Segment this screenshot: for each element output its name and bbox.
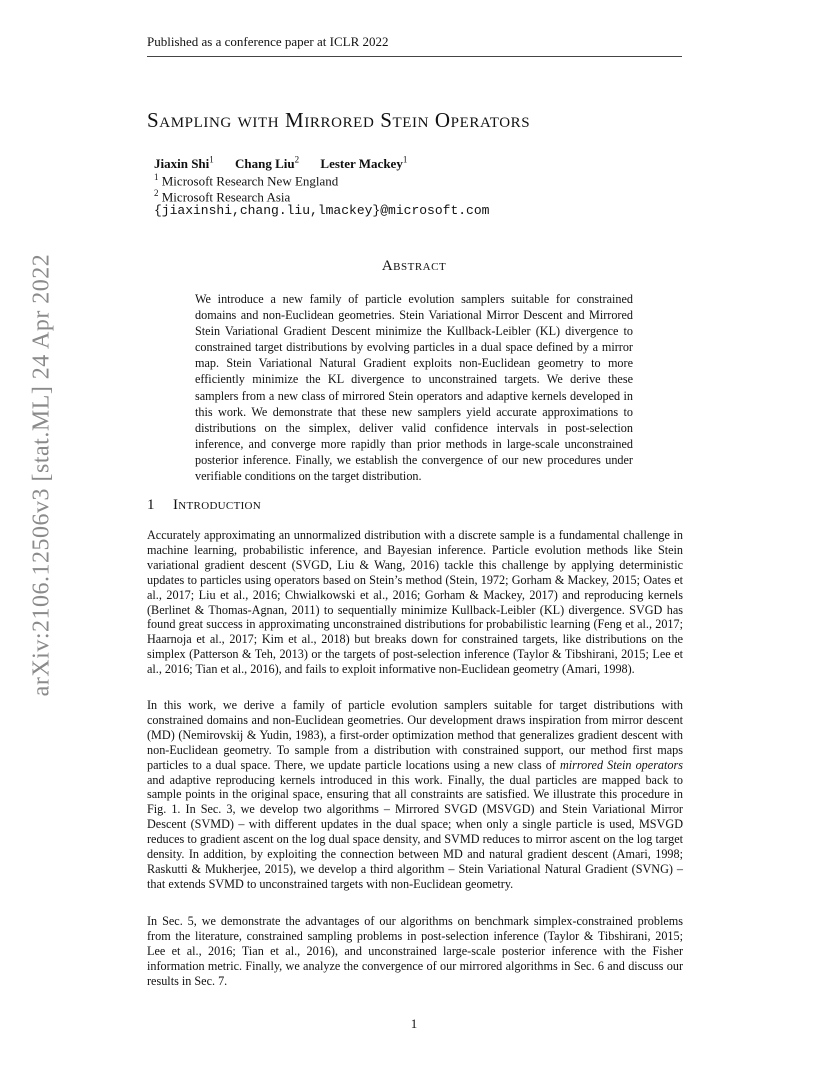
affiliation: $^1$ Microsoft Research New England xyxy=(154,172,339,189)
abstract-text: We introduce a new family of particle evolution samplers suitable for constrained domains and non-Euclidean geometries. Stein Variational Mirror Descent and Mirrored Stein Variational Gradient Descent minimize the Kullback-Leibler (KL) divergence to constrained target distributions by evolving particles in a dual space defined by a mirror map. Stein Variational Natural Gradient exploits non-Euclidean geometry to more efficiently minimize the KL divergence to unconstrained targets. We derive these samplers from a new class of mirrored Stein operators and adaptive kernels developed in this work. We demonstrate that these new samplers yield accurate approximations to distributions on the simplex, deliver valid confidence intervals in post-selection inference, and converge more rapidly than prior methods in large-scale unconstrained posterior inference. Finally, we establish the convergence of our new procedures under verifiable conditions on the target distribution. xyxy=(195,292,633,484)
author: Chang Liu$^2$ xyxy=(235,155,300,172)
page-number: 1 xyxy=(410,1016,418,1031)
abstract-heading: Abstract xyxy=(381,258,447,274)
author: Lester Mackey$^1$ xyxy=(320,155,408,172)
arxiv-id: arXiv:2106.12506v3 [stat.ML] 24 Apr 2022 xyxy=(28,253,55,697)
section-title: Introduction xyxy=(173,497,262,513)
page-header: Published as a conference paper at ICLR 2022 xyxy=(147,34,682,57)
author-email: {jiaxinshi,chang.liu,lmackey}@microsoft.com xyxy=(154,203,490,218)
paper-title: Sampling with Mirrored Stein Operators xyxy=(147,108,531,132)
author: Jiaxin Shi$^1$ xyxy=(154,155,214,172)
intro-paragraph-2: In this work, we derive a family of particle evolution samplers suitable for target distributions with constrained domains and non-Euclidean geometries. Our development draws inspiration from mirror descent (MD) (Nemirovskij & Yudin, 1983), a first-order optimization method that generalizes gradient descent with non-Euclidean geometry. To sample from a distribution with constrained support, our method first maps particles to a dual space. There, we update particle locations using a new class of mirrored Stein operators and adaptive reproducing kernels introduced in this work. Finally, the dual particles are mapped back to sample points in the original space, ensuring that all constraints are satisfied. We illustrate this procedure in Fig. 1. In Sec. 3, we develop two algorithms – Mirrored SVGD (MSVGD) and Stein Variational Mirror Descent (SVMD) – with different updates in the dual space; when only a single particle is used, MSVGD reduces to gradient ascent on the log dual space density, and SVMD reduces to mirror ascent on the log target density. In addition, by exploiting the connection between MD and natural gradient descent (Amari, 1998; Raskutti & Mukherjee, 2015), we develop a third algorithm – Stein Variational Natural Gradient (SVNG) – that extends SVMD to unconstrained targets with non-Euclidean geometry. xyxy=(147,698,683,891)
section-number: 1 xyxy=(147,497,155,513)
author-list xyxy=(154,155,425,172)
arxiv-stamp xyxy=(24,253,60,697)
intro-paragraph-3: In Sec. 5, we demonstrate the advantages of our algorithms on benchmark simplex-constrained problems from the literature, constrained sampling problems in post-selection inference (Taylor & Tibshirani, 2015; Lee et al., 2016; Tian et al., 2016), and unconstrained large-scale posterior inference with the Fisher information metric. Finally, we analyze the convergence of our mirrored algorithms in Sec. 6 and discuss our results in Sec. 7. xyxy=(147,914,683,988)
emphasized-term: mirrored Stein operators xyxy=(559,757,683,772)
intro-paragraph-1: Accurately approximating an unnormalized distribution with a discrete sample is a fundamental challenge in machine learning, probabilistic inference, and Bayesian inference. Particle evolution methods like Stein variational gradient descent (SVGD, Liu & Wang, 2016) tackle this challenge by applying deterministic updates to particles using operators based on Stein’s method (Stein, 1972; Gorham & Mackey, 2015; Oates et al., 2017; Liu et al., 2016; Chwialkowski et al., 2016; Gorham & Mackey, 2017) and reproducing kernels (Berlinet & Thomas-Agnan, 2011) to sequentially minimize Kullback-Leibler (KL) divergence. SVGD has found great success in approximating unconstrained distributions for probabilistic learning (Feng et al., 2017; Haarnoja et al., 2017; Kim et al., 2018) but breaks down for constrained targets, like distributions on the simplex (Patterson & Teh, 2013) or the targets of post-selection inference (Taylor & Tibshirani, 2015; Lee et al., 2016; Tian et al., 2016), and fails to exploit informative non-Euclidean geometry (Amari, 1998). xyxy=(147,528,683,677)
section-heading xyxy=(147,497,261,514)
affiliation: $^2$ Microsoft Research Asia xyxy=(154,188,291,205)
